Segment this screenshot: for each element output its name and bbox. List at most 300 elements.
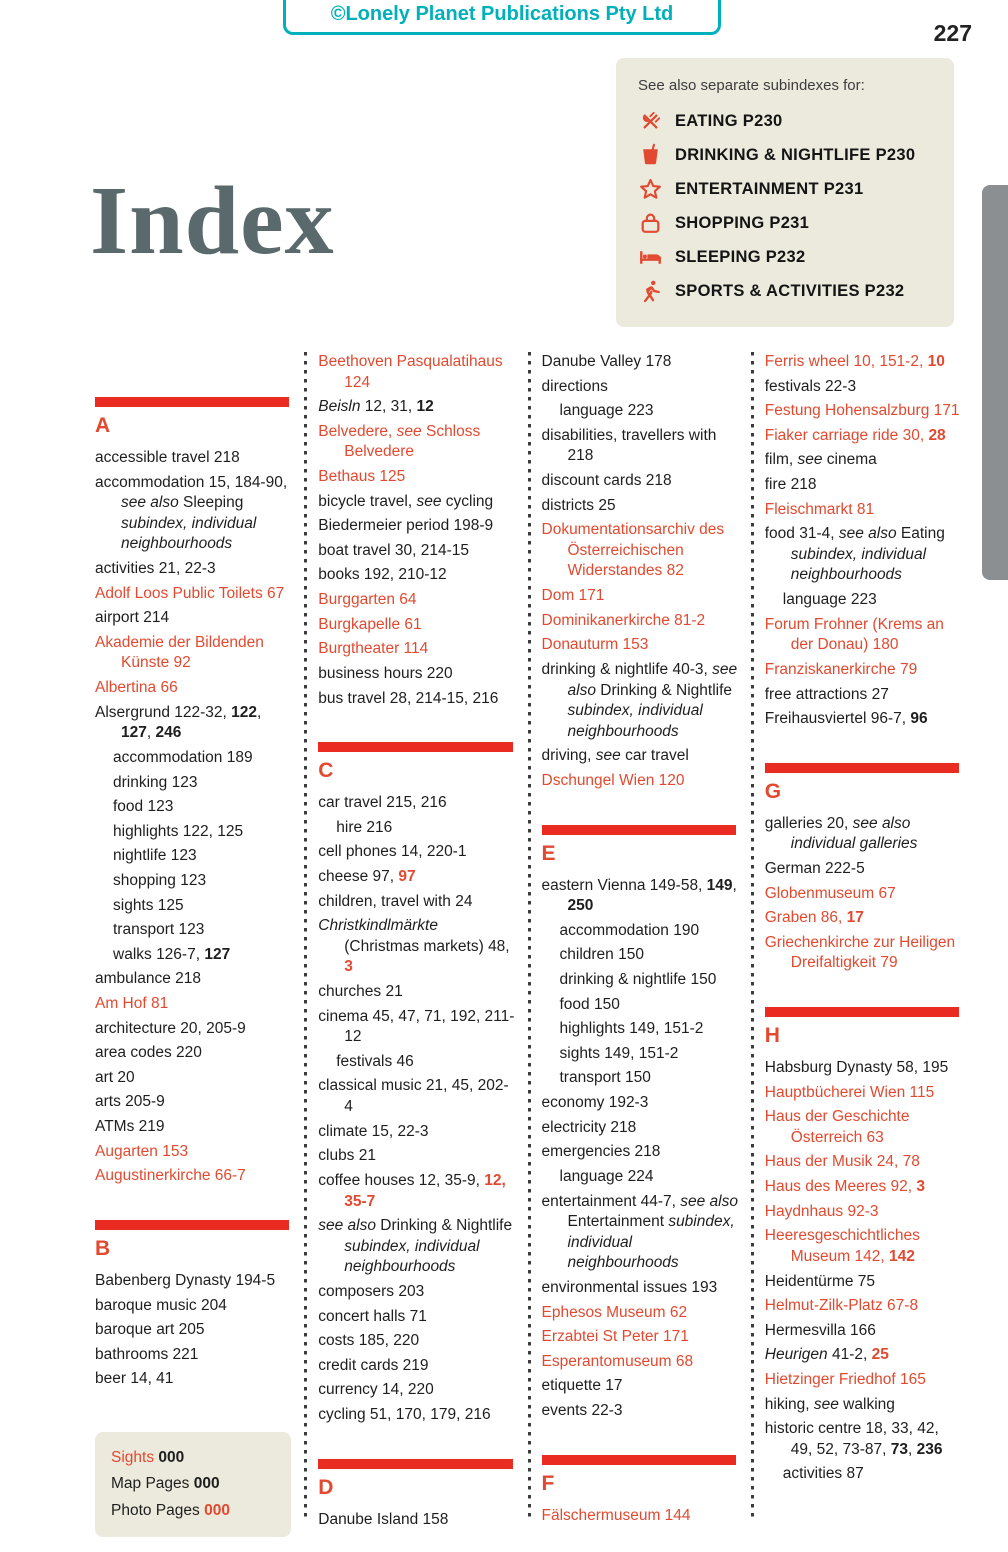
index-entry <box>95 608 293 629</box>
text-segment: 000 <box>158 1448 185 1466</box>
index-entry <box>765 685 963 706</box>
text-segment: 25 <box>871 1346 889 1364</box>
text-segment: , <box>907 1440 917 1458</box>
text-segment: Habsburg Dynasty 58, 195 <box>764 1059 949 1077</box>
text-segment: Albertina 66 <box>95 679 178 697</box>
text-segment: Festung Hohensalzburg 171 <box>764 402 960 420</box>
index-entry <box>95 1369 293 1390</box>
index-entry <box>95 559 293 580</box>
index-entry <box>318 1331 516 1352</box>
text-segment: Graben 86, <box>764 909 847 927</box>
index-entry <box>765 377 963 398</box>
index-entry <box>318 1405 516 1426</box>
index-entry <box>95 1345 293 1366</box>
index-entry <box>542 1506 740 1527</box>
index-entry <box>95 822 293 843</box>
text-segment: Augarten 153 <box>95 1142 189 1160</box>
index-entry <box>95 703 293 744</box>
index-entry <box>542 1019 740 1040</box>
index-entry <box>542 746 740 767</box>
index-entry <box>95 945 293 966</box>
index-entry <box>95 633 293 674</box>
index-entry <box>542 586 740 607</box>
index-entry <box>95 448 293 469</box>
shopping-icon <box>638 211 663 236</box>
index-entry <box>318 352 516 393</box>
index-entry <box>95 797 293 818</box>
text-segment: Biedermeier period 198-9 <box>318 517 494 535</box>
index-entry <box>765 1395 963 1416</box>
text-segment: 250 <box>567 897 594 915</box>
text-segment: 97 <box>398 867 416 885</box>
text-segment: disabilities, travellers with 218 <box>541 426 717 465</box>
index-entry <box>542 1142 740 1163</box>
index-entry <box>765 814 963 855</box>
index-entry <box>95 584 293 605</box>
index-entry <box>765 1272 963 1293</box>
text-segment: sights 149, 151-2 <box>559 1044 679 1062</box>
text-segment: Erzabtei St Peter 171 <box>541 1328 689 1346</box>
text-segment: free attractions 27 <box>764 685 889 703</box>
index-entry <box>542 1376 740 1397</box>
text-segment: 12 <box>416 398 434 416</box>
index-entry <box>95 920 293 941</box>
text-segment: Globenmuseum 67 <box>764 884 896 902</box>
text-segment: 236 <box>916 1440 943 1458</box>
index-column-3 <box>541 352 740 1524</box>
text-segment: accommodation 15, 184-90, <box>95 473 288 491</box>
subindex-item <box>638 143 932 168</box>
text-segment: composers 203 <box>318 1282 425 1300</box>
text-segment: architecture 20, 205-9 <box>95 1019 246 1037</box>
text-segment: subindex, individual neighbourhoods <box>567 702 703 740</box>
text-segment: children, travel with 24 <box>318 892 473 910</box>
section-letter: H <box>764 1024 780 1048</box>
subindex-label: SLEEPING P232 <box>675 248 806 266</box>
text-segment: language 223 <box>782 591 877 609</box>
index-entry <box>318 818 516 839</box>
index-entry <box>542 520 740 582</box>
text-segment: Dominikanerkirche 81-2 <box>541 611 706 629</box>
text-segment: eastern Vienna 149-58, <box>541 876 707 894</box>
index-entry <box>765 352 963 373</box>
section-letter: B <box>95 1236 111 1260</box>
text-segment: drinking & nightlife 40-3, <box>541 660 713 678</box>
legend-line <box>111 1471 275 1497</box>
text-segment: see also <box>567 660 738 699</box>
index-columns <box>95 352 963 1528</box>
text-segment: subindex, individual neighbourhoods <box>790 545 927 584</box>
text-segment: Haus der Musik 24, 78 <box>764 1153 920 1171</box>
spacer <box>95 1191 293 1217</box>
text-segment: food 31-4, <box>764 525 839 543</box>
entertainment-icon <box>638 177 663 202</box>
text-segment: 142 <box>888 1247 915 1265</box>
text-segment: historic centre 18, 33, 42, 49, 52, 73-87, <box>764 1420 939 1458</box>
text-segment: economy 192-3 <box>541 1094 649 1112</box>
text-segment: , <box>146 724 156 742</box>
text-segment: sights 125 <box>113 896 184 914</box>
index-entry <box>542 496 740 517</box>
index-entry <box>318 1380 516 1401</box>
index-entry <box>318 590 516 611</box>
text-segment: Akademie der Bildenden Künste 92 <box>95 633 264 672</box>
text-segment: walking <box>838 1395 895 1413</box>
column-divider <box>751 352 754 1520</box>
text-segment: Burgtheater 114 <box>318 640 429 658</box>
text-segment: 41-2, <box>827 1346 872 1364</box>
index-entry <box>765 426 963 447</box>
text-segment: see <box>416 492 442 510</box>
text-segment: subindex, individual neighbourhoods <box>567 1213 735 1272</box>
index-entry <box>95 678 293 699</box>
text-segment: shopping 123 <box>113 871 207 889</box>
index-entry <box>95 1117 293 1138</box>
index-entry <box>765 1152 963 1173</box>
text-segment: costs 185, 220 <box>318 1332 420 1350</box>
text-segment: beer 14, 41 <box>95 1370 174 1388</box>
text-segment: drinking 123 <box>113 773 198 791</box>
index-entry <box>318 541 516 562</box>
text-segment: baroque music 204 <box>95 1296 227 1314</box>
text-segment: Photo Pages <box>111 1501 205 1519</box>
text-segment: car travel 215, 216 <box>318 794 447 812</box>
subindex-item <box>638 177 932 202</box>
text-segment: Map Pages <box>111 1475 194 1493</box>
text-segment: Beethoven Pasqualatihaus 124 <box>318 353 503 391</box>
page-title: Index <box>90 167 335 275</box>
column-divider <box>304 352 307 1520</box>
index-entry <box>765 1296 963 1317</box>
text-segment: clubs 21 <box>318 1147 376 1165</box>
text-segment: arts 205-9 <box>95 1093 165 1111</box>
index-entry <box>318 1171 516 1212</box>
index-entry <box>318 1122 516 1143</box>
index-entry <box>765 933 963 974</box>
spacer <box>95 352 293 394</box>
text-segment: Fälschermuseum 144 <box>541 1506 691 1524</box>
index-entry <box>765 1345 963 1366</box>
index-entry <box>542 377 740 398</box>
index-entry <box>542 635 740 656</box>
index-entry <box>542 1352 740 1373</box>
text-segment: Beisln <box>318 398 361 416</box>
section-bar <box>765 763 959 773</box>
text-segment: 12, 31, <box>360 398 417 416</box>
spacer <box>542 796 740 822</box>
index-entry <box>765 524 963 586</box>
index-entry <box>542 1093 740 1114</box>
text-segment: Hauptbücherei Wien 115 <box>764 1083 935 1101</box>
index-entry <box>765 709 963 730</box>
text-segment: individual galleries <box>790 835 918 853</box>
section-letter: F <box>541 1471 555 1495</box>
text-segment: Haus der Geschichte Österreich 63 <box>764 1108 910 1146</box>
text-segment: walks 126-7, <box>113 945 205 963</box>
index-entry <box>95 473 293 555</box>
spacer <box>765 978 963 1004</box>
text-segment: 3 <box>916 1178 926 1196</box>
text-segment: Dom 171 <box>541 587 605 605</box>
index-entry <box>765 1370 963 1391</box>
text-segment: 10 <box>927 353 945 370</box>
index-entry <box>765 1202 963 1223</box>
index-entry <box>765 500 963 521</box>
index-entry <box>542 995 740 1016</box>
index-entry <box>95 773 293 794</box>
text-segment: see <box>595 747 621 765</box>
text-segment: Haydnhaus 92-3 <box>764 1202 879 1220</box>
text-segment: baroque art 205 <box>95 1321 205 1339</box>
index-entry <box>542 1327 740 1348</box>
legend-line <box>111 1445 275 1471</box>
index-entry <box>318 1007 516 1048</box>
text-segment: accommodation 189 <box>113 748 253 766</box>
text-segment: credit cards 219 <box>318 1356 429 1374</box>
index-entry <box>765 1107 963 1148</box>
text-segment: see <box>797 451 823 469</box>
index-entry <box>542 1278 740 1299</box>
text-segment: children 150 <box>559 946 644 964</box>
text-segment: bathrooms 221 <box>95 1345 199 1363</box>
text-segment: see also <box>318 1217 376 1235</box>
text-segment: subindex, individual neighbourhoods <box>344 1237 480 1276</box>
text-segment: car travel <box>620 747 689 765</box>
subindex-item <box>638 245 932 270</box>
text-segment: Heurigen <box>764 1346 828 1364</box>
text-segment: nightlife 123 <box>113 847 197 865</box>
text-segment: Hietzinger Friedhof 165 <box>764 1370 926 1388</box>
text-segment: Belvedere, <box>318 422 397 440</box>
text-segment: Ephesos Museum 62 <box>541 1303 688 1321</box>
text-segment: events 22-3 <box>541 1401 623 1419</box>
index-entry <box>542 945 740 966</box>
index-entry <box>95 1142 293 1163</box>
index-entry <box>542 1044 740 1065</box>
section-bar <box>542 825 736 835</box>
section-bar <box>95 397 289 407</box>
text-segment: Hermesvilla 166 <box>764 1321 876 1339</box>
index-entry <box>765 1058 963 1079</box>
index-entry <box>95 1296 293 1317</box>
text-segment: 28 <box>928 426 946 444</box>
index-entry <box>318 422 516 463</box>
text-segment: 149 <box>706 876 733 894</box>
text-segment: 127 <box>204 945 231 963</box>
subindex-item <box>638 109 932 134</box>
text-segment: emergencies 218 <box>541 1143 661 1161</box>
text-segment: language 224 <box>559 1167 654 1185</box>
text-segment: festivals 22-3 <box>764 377 857 395</box>
section-bar <box>765 1007 959 1017</box>
index-entry <box>765 590 963 611</box>
text-segment: Fiaker carriage ride 30, <box>764 426 929 444</box>
index-entry <box>765 884 963 905</box>
text-segment: (Christmas markets) 48, <box>344 937 510 955</box>
text-segment: see also <box>852 814 911 832</box>
text-segment: area codes 220 <box>95 1044 202 1062</box>
text-segment: Freihausviertel 96-7, <box>764 710 911 728</box>
text-segment: currency 14, 220 <box>318 1381 434 1399</box>
text-segment: boat travel 30, 214-15 <box>318 541 470 559</box>
text-segment: discount cards 218 <box>541 472 672 490</box>
text-segment: Adolf Loos Public Toilets 67 <box>95 584 285 602</box>
text-segment: Heeresgeschichtliches Museum 142, <box>764 1227 920 1265</box>
index-column-2 <box>318 352 516 1528</box>
text-segment: 17 <box>846 909 864 927</box>
text-segment: cycling 51, 170, 179, 216 <box>318 1405 491 1423</box>
text-segment: cinema 45, 47, 71, 192, 211-12 <box>318 1007 515 1046</box>
index-entry <box>318 1076 516 1117</box>
section-letter: C <box>318 759 334 783</box>
index-entry <box>318 615 516 636</box>
text-segment: , <box>257 703 262 721</box>
text-segment: Entertainment <box>567 1213 669 1231</box>
text-segment: cell phones 14, 220-1 <box>318 843 467 861</box>
text-segment: directions <box>541 377 608 395</box>
text-segment: Burgkapelle 61 <box>318 615 422 633</box>
index-entry <box>318 492 516 513</box>
column-divider <box>528 352 531 1520</box>
section-bar <box>542 1455 736 1465</box>
text-segment: Bethaus 125 <box>318 468 406 486</box>
text-segment: 000 <box>193 1475 220 1493</box>
subindex-heading: See also separate subindexes for: <box>638 77 865 94</box>
index-entry <box>318 639 516 660</box>
text-segment: driving, <box>541 747 596 765</box>
text-segment: coffee houses 12, 35-9, <box>318 1171 485 1189</box>
index-entry <box>765 1177 963 1198</box>
eating-icon <box>638 109 663 134</box>
text-segment: bus travel 28, 214-15, 216 <box>318 689 499 707</box>
text-segment: language 223 <box>559 402 654 420</box>
text-segment: ambulance 218 <box>95 970 201 988</box>
text-segment: activities 21, 22-3 <box>95 560 216 578</box>
text-segment: ATMs 219 <box>95 1118 165 1136</box>
index-entry <box>318 516 516 537</box>
text-segment: Augustinerkirche 66-7 <box>95 1167 246 1185</box>
index-entry <box>95 994 293 1015</box>
index-entry <box>318 1356 516 1377</box>
text-segment: 122 <box>231 703 258 721</box>
text-segment: entertainment 44-7, <box>541 1192 681 1210</box>
text-segment: highlights 149, 151-2 <box>559 1020 704 1038</box>
index-entry <box>318 1282 516 1303</box>
text-segment: Griechenkirche zur Heiligen Dreifaltigkeit 79 <box>764 933 956 972</box>
text-segment: Forum Frohner (Krems an der Donau) 180 <box>764 615 944 654</box>
text-segment: see also <box>680 1192 738 1210</box>
text-segment: subindex, individual neighbourhoods <box>121 514 257 553</box>
index-entry <box>318 467 516 488</box>
text-segment: 000 <box>204 1501 230 1519</box>
drinking-nightlife-icon <box>638 143 663 168</box>
text-segment: Danube Valley 178 <box>541 353 672 370</box>
index-entry <box>318 842 516 863</box>
index-entry <box>765 908 963 929</box>
text-segment: 73 <box>890 1440 908 1458</box>
index-entry <box>318 1510 516 1531</box>
text-segment: hiking, <box>764 1395 814 1413</box>
sleeping-icon <box>638 245 663 270</box>
index-entry <box>318 1146 516 1167</box>
subindex-label: EATING P230 <box>675 112 783 130</box>
spacer <box>95 1394 293 1430</box>
index-entry <box>765 1321 963 1342</box>
text-segment: see <box>396 422 422 440</box>
text-segment: books 192, 210-12 <box>318 566 447 584</box>
index-entry <box>95 969 293 990</box>
index-entry <box>95 871 293 892</box>
text-segment: drinking & nightlife 150 <box>559 971 717 989</box>
text-segment: food 150 <box>559 995 620 1013</box>
index-entry <box>765 450 963 471</box>
section-letter: D <box>318 1475 334 1499</box>
section-letter: G <box>764 779 782 803</box>
chapter-edge-tab <box>982 185 1008 580</box>
index-entry <box>765 859 963 880</box>
section-bar <box>318 1459 512 1469</box>
legend-line <box>111 1498 275 1524</box>
index-entry <box>318 664 516 685</box>
text-segment: , <box>732 876 737 894</box>
subindex-label: SPORTS & ACTIVITIES P232 <box>675 282 905 300</box>
index-entry <box>95 846 293 867</box>
index-entry <box>542 1192 740 1274</box>
text-segment: see <box>813 1395 839 1413</box>
section-bar <box>318 742 512 752</box>
index-entry <box>542 1401 740 1422</box>
copyright-text: ©Lonely Planet Publications Pty Ltd <box>330 3 674 25</box>
text-segment: fire 218 <box>764 476 817 494</box>
index-entry <box>95 1019 293 1040</box>
section-letter: A <box>95 414 111 437</box>
text-segment: transport 150 <box>559 1069 651 1087</box>
text-segment: accommodation 190 <box>559 921 700 939</box>
index-entry <box>542 471 740 492</box>
index-entry <box>765 1226 963 1267</box>
index-entry <box>765 1464 963 1485</box>
text-segment: electricity 218 <box>541 1118 637 1136</box>
text-segment: classical music 21, 45, 202-4 <box>318 1077 509 1116</box>
index-entry <box>542 771 740 792</box>
index-entry <box>95 1271 293 1292</box>
text-segment: airport 214 <box>95 609 170 627</box>
index-entry <box>318 1307 516 1328</box>
index-entry <box>765 401 963 422</box>
text-segment: art 20 <box>95 1068 135 1086</box>
text-segment: etiquette 17 <box>541 1377 623 1395</box>
subindex-box <box>616 58 954 327</box>
index-entry <box>542 970 740 991</box>
subindex-item <box>638 211 932 236</box>
subindex-label: SHOPPING P231 <box>675 214 810 232</box>
text-segment: 96 <box>910 710 928 728</box>
text-segment: Helmut-Zilk-Platz 67-8 <box>764 1297 919 1315</box>
index-entry <box>95 1320 293 1341</box>
text-segment: Eating <box>896 525 945 543</box>
section-bar <box>95 1220 289 1230</box>
index-entry <box>765 615 963 656</box>
index-entry <box>542 352 740 373</box>
text-segment: districts 25 <box>541 496 616 514</box>
index-column-4 <box>765 352 963 1520</box>
text-segment: Drinking & Nightlife <box>595 681 733 699</box>
text-segment: festivals 46 <box>336 1052 414 1070</box>
subindex-list <box>638 109 932 304</box>
text-segment: 3 <box>344 958 353 976</box>
index-entry <box>318 892 516 913</box>
index-entry <box>95 748 293 769</box>
